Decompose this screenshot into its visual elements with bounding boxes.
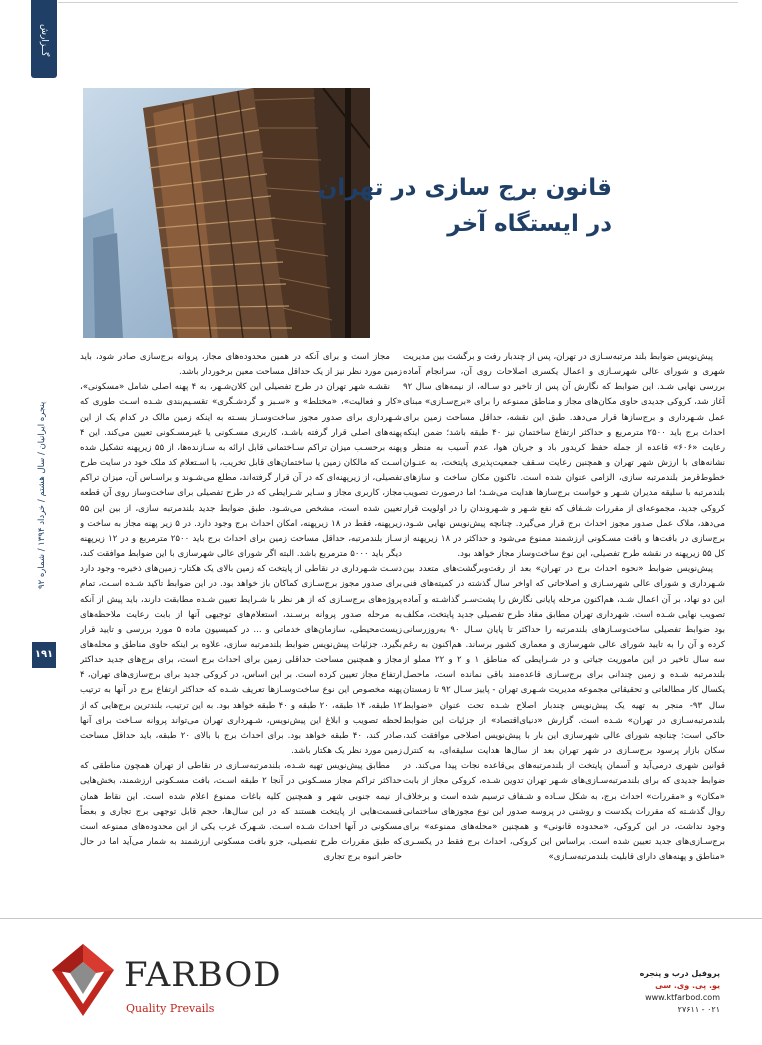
article-column-right bbox=[403, 350, 725, 878]
ad-website: www.ktfarbod.com bbox=[645, 993, 720, 1002]
section-tab-label: گــزارش bbox=[39, 23, 49, 57]
ad-brand-name: FARBOD bbox=[124, 955, 282, 995]
ad-product-line: پروفیل درب و پنجره bbox=[639, 969, 720, 978]
construction-photo bbox=[83, 88, 370, 338]
article-title-line-2: در ایستگاه آخر bbox=[447, 211, 612, 237]
article-title-line-1: قانون برج سازی در تهران bbox=[317, 175, 612, 201]
article-title bbox=[317, 170, 612, 260]
paragraph: مطابق پیش‌نویس تهیه شـده، بلندمرتبه‌سـازی در نقاطی از تهران همچون مناطقی که حداکثر تراکم مجاز مسـکونی در آنجا ۲ طبقه اسـت، بافت مسـکونی ارزشمند، بخش‌هایی از نیمه جنوبی شهر و همچنین کلیه باغات ممنوع اعلام شده است. این نقاط همان قسمت‌هایی از پایتخت هستند که در این سال‌ها، حجم قابل توجهی برج تجاری و بعضاً مسکونی در آنها احداث شـده اسـت. شـهرک غرب یکی از این محدوده‌های ممنوعه است که طبق مقررات طرح تفصیلی، جزو بافت مسکونی ارزشمند به شمار می‌آید اما در حال حاضر انبوه برج تجاری bbox=[80, 761, 402, 863]
section-tab bbox=[31, 0, 57, 78]
paragraph: پیش‌نویس ضوابط بلند مرتبه‌سـازی در تهران، پس از چندبار رفت و برگشت بین مدیریت شهری و شورای عالی شهرسـازی و اعمال یکسری اصلاحات روی آن، سرانجام آماده بررسی نهایی شـد. این ضوابط که نگارش آن پس از تاخیر دو سـاله، از نیمه‌های سال ۹۲ آغاز شد، کروکی جدیدی حاوی مکان‌های مجاز و مناطق ممنوعه را برای «برج‌سـازی» مبنای عمل شـهرداری و برج‌سازها قرار می‌دهد. طبق این نقشه، حداقل مساحت زمین برای احداث برج باید ۲۵۰۰ مترمربع و حداکثر ارتفاع ساختمان نیز ۴۰ طبقه باشد؛ ضمن اینکه رعایت «۶۰۶» قاعده از جمله حفظ کریدور باد و جریان هوا، عدم آسیب به منظر و نشانه‌های با ارزش شهر تهران و همچنین رعایت سـقف جمعیت‌پذیری پایتخت، به عنـوان خطوط‌قرمز بلندمرتبه سازی، الزامی عنوان شده است. تاکنون مکان ساخت و سازهای بلندمرتبه با سلیقه مدیران شـهر و خواست برج‌سازها هدایت می‌شـد؛ اما درصورت تصویب کروکی جدید، مجموعه‌ای از مقررات شـفاف که نفع شـهر و شـهروندان را در اولویت قرار می‌دهد، ملاک عمل صدور مجوز احداث برج قرار می‌گیرد. چنانچه پیش‌نویس نهایی شـود، برج‌سازی در بافت‌ها و بافت مسـکونی ارزشمند ممنوع می‌شود و حداکثر در ۱۸ زیرپهنه از کل ۵۵ زیرپهنه در نقشه طرح تفصیلی، این نوع ساخت‌وساز مجاز خواهد بود. bbox=[403, 352, 725, 560]
construction-photo-drawing bbox=[83, 88, 370, 338]
ad-slogan: Quality Prevails bbox=[126, 1002, 215, 1015]
ad-info bbox=[600, 968, 720, 1024]
paragraph: نقشـه شهر تهران در طرح تفصیلی این کلان‌شـهر، به ۴ پهنه اصلی شامل «مسکونی»، «کار و فعالیت»، «مختلط» و «سـبز و گردشـگری» تقسـیم‌بندی شـده اسـت طوری که شـهرداری برای صدور مجوز ساخت‌وسـاز بسـته به اینکه زمین مالک در کدام یک از این پهنه‌های اصلی قرار گرفته باشـد، کاربری مسـکونی یا غیرمسـکونی تعیین می‌کند. این ۴ پهنه برحسـب میزان تراکم سـاختمانی قابل ارائه به سـازنده‌ها، از ۵۵ زیرپهنه تشکیل شده اسـت که مالکان زمین یا ساختمان‌های قابل تخریب، با اسـتعلام کد ملک خود در سایت طرح تفصیلی، از زیرپهنه‌ای که در آن قرار گرفته‌اند، مطلع می‌شـوند و براسـاس آن، میزان تراکم مجاز، کاربری مجاز و سـایر شـرایطی که در طرح تفصیلی برای ساخت‌وساز روی آن قطعه تعیین شده است، مشخص می‌شـود. طبق ضوابط جدید بلندمرتبه سازی، از بین این ۵۵ زیرپهنه، فقط در ۱۸ زیرپهنه، امکان احداث برج وجود دارد. در ۵ زیر پهنه مجاز به ساخت و سـاز بلندمرتبه، حداقل مساحت زمین برای احداث برج باید ۲۵۰۰ مترمربع و در ۱۲ زیرپهنه دیگر باید ۵۰۰۰ مترمربع باشد. البته اگر شورای عالی شهرسازی با این ضوابط موافقت کند، دسـت شـهرداری در نقاطی از پایتخت که زمین بالای یک هکتار- زمین‌های ذخیره- وجود دارد برای صدور مجوز برج‌سـازی کماکان باز خواهد بود. در این ضوابط تاکید شـده اسـت، تمام پروژه‌های برج‌سـازی که از هر نظر با شـرایط تعیین شـده مطابقت دارند، باید پیش از آنکه به مرحله صدور پروانه برسـند، استعلام‌های توجیهی آنها از بابت رعایت ملاحظه‌های زیست‌محیطی، سازمان‌های خدماتی و ... در کمیسیون ماده ۵ مورد بررسی و تایید قرار بگیرد. جزئیات پیش‌نویس ضوابط بلندمرتبه سازی، علاوه بر اینکه حاوی مناطق و محله‌های مجاز و همچنین مساحت حداقلی زمین برای احداث برج است، برای برج‌های جدید حداکثر ارتفاع مجاز تعیین کرده است. بر این اساس، در کروکی جدید برای برج‌سازی‌های تهران، ۴ پهنه مخصوص این نوع ساخت‌وسـازها تعریف شـده که حداکثر ارتفاع برج در آنها به ترتیب ۱۲ طبقه، ۱۴ طبقه، ۲۰ طبقه و ۴۰ طبقه خواهد بود. به این ترتیب، بلندترین برج‌هایی که از لحظه تصویب و ابلاغ این پیش‌نویس، شـهرداری تهران می‌تواند پروانه سـاخت برای آنها صادر کند، ۴۰ طبقه خواهد بود. برای احداث برج با بالای ۲۰ طبقه، باید حداقل مساحت زمین مورد نظر یک هکتار باشد. bbox=[80, 382, 402, 757]
top-rule bbox=[58, 2, 738, 3]
ad-phone: ۰۲۱ - ۲۷۶۱۱ bbox=[677, 1005, 720, 1014]
ad-divider bbox=[0, 918, 762, 919]
farbod-logo-icon bbox=[48, 940, 118, 1020]
paragraph: پیش‌نویس ضوابط «نحوه احداث برج در تهران» بعد از رفت‌وبرگشت‌های متعدد بین شـهرداری و شورای عالی شهرسـازی و اصلاحاتی که اواخر سال گذشته در کمیته‌های فنی این دو نهاد، بر آن اعمال شـد، هم‌اکنون مرحله پایانی نگارش را پشت‌سـر گذاشـته و آماده تصویب نهایی شـده است. شهرداری تهران مطابق مفاد طرح تفصیلی جدید پایتخت، مکلف بود ضوابط تفصیلی ساخت‌وسـازهای بلندمرتبه را حداکثر تا پایان سـال ۹۰ به‌روزرسانی کرده و آن را به تایید شورای عالی شهرسازی و معماری کشور برساند. هم‌اکنون به رغم سه سال تاخیر در این ماموریت جیاتی و در شـرایطی که مناطق ۱ و ۲ و ۲۲ مملو از بلندمرتبه شـده و زمین چندانی برای برج‌سـازی قاعده‌مند باقی نمانده است، ماحصل یکسال کار مطالعاتی و تحقیقاتی مجموعه مدیریت شـهری تهران - پاییز سـال ۹۲ تا زمستان سال ۹۳- منجر به تهیه یک پیش‌نویس چندبار اصلاح شـده تحت عنوان «ضوابط بلندمرتبه‌سـازی در تهران» شـده است. گزارش «دنیای‌اقتصاد» از جزئیات این ضوابط حاکی است: چنانچه شورای عالی شهرسازی این بار با پیش‌نویس اصلاحی موافقت کند، سکان بازار پرسود برج‌سـازی در شهر تهران بعد از سال‌ها هدایت سلیقه‌ای، به کنترل قوانین شهری درمی‌آید و آسمان پایتخت از بلندمرتبه‌های بی‌قاعده نجات پیدا می‌کند. در ضوابط جدیدی که برای بلندمرتبه‌سـازی‌های شـهر تهران تدوین شـده، کروکی مجاز از بابت «مکان» و «مقررات» احداث برج، به شکل سـاده و شـفاف ترسیم شده است و برخلاف روال گذشـته که مقررات یکدست و روشنی در پروسه صدور این نوع مجوزهای ساختمانی وجود نداشت، در این کروکی، «محدوده قانونی» و همچنین «محله‌های ممنوعه» برای برج‌سـازی‌های جدید تعیین شده است. براساس این کروکی، احداث برج فقط در یکسـری «مناطق و پهنه‌های دارای قابلیت بلندمرتبه‌سـازی» bbox=[403, 564, 725, 863]
article-column-left bbox=[80, 350, 402, 878]
paragraph: مجاز است و برای آنکه در همین محدوده‌های مجاز، پروانه برج‌سازی صادر شود، باید زمین مورد نظر نیز از یک حداقل مساحت معین برخوردار باشد. bbox=[80, 352, 402, 378]
magazine-meta: پنجره ایرانیان / سال هشتم / خرداد ۱۳۹۴ / شماره ۹۲ bbox=[37, 401, 47, 589]
page-number: ۱۹۱ bbox=[32, 642, 56, 668]
ad-product-type: یو. پی. وی. سی bbox=[655, 981, 720, 990]
